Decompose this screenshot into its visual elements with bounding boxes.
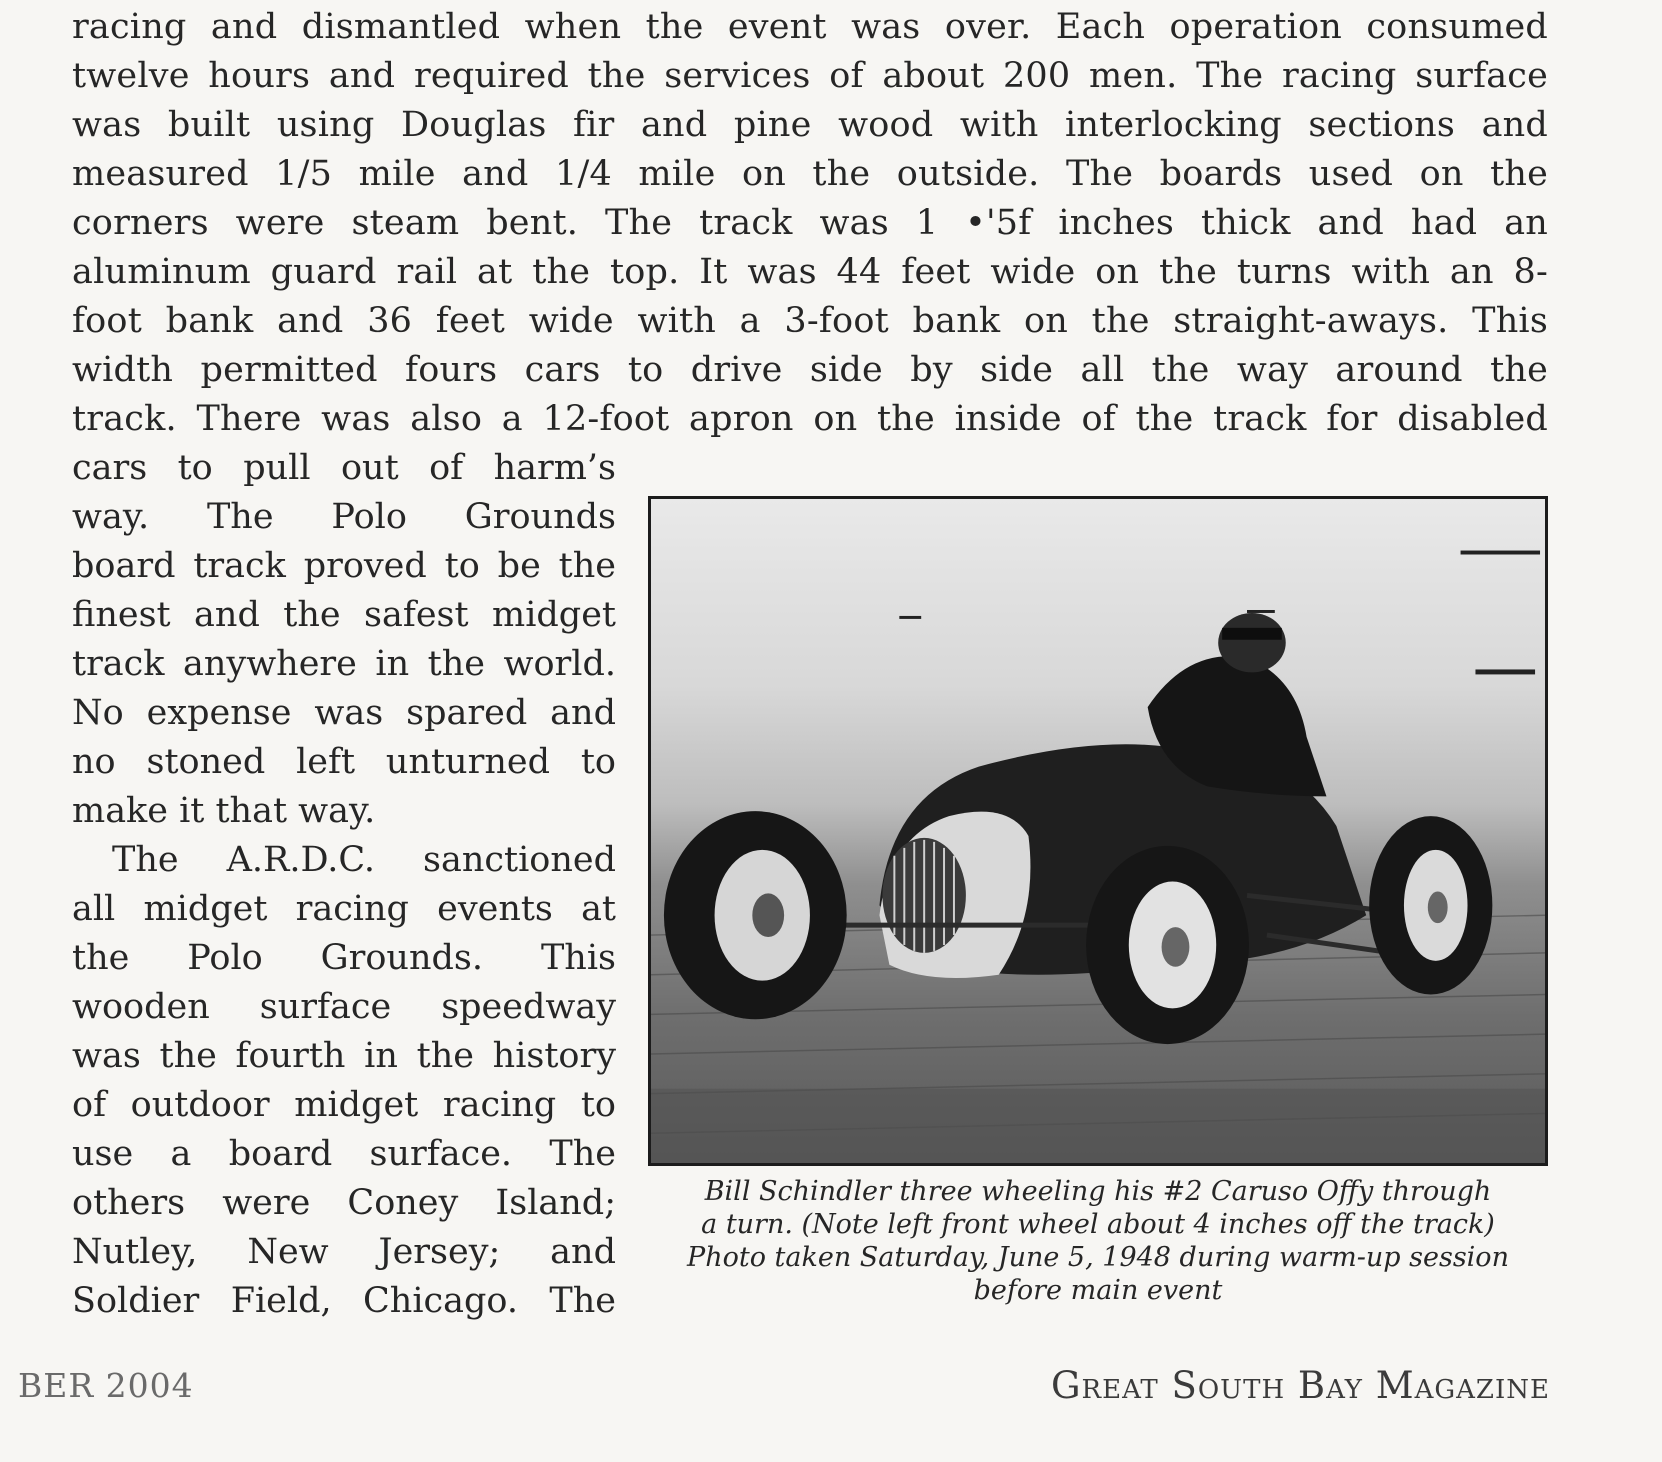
text-line: No expense was spared and <box>72 693 616 733</box>
caption-line: before main event <box>973 1275 1223 1306</box>
text-line: racing and dismantled when the event was over. Each operation consumed <box>72 7 1548 47</box>
text-line: measured 1/5 mile and 1/4 mile on the outside. The boards used on the <box>72 154 1548 194</box>
right-front-wheel <box>1086 846 1249 1044</box>
text-line: width permitted fours cars to drive side by side all the way around the <box>72 350 1548 390</box>
text-line: no stoned left unturned to <box>72 742 616 782</box>
text-line: the Polo Grounds. This <box>72 938 616 978</box>
text-line: aluminum guard rail at the top. It was 44 feet wide on the turns with an 8- <box>72 252 1548 292</box>
caption-line: Bill Schindler three wheeling his #2 Caruso Offy through <box>704 1176 1492 1207</box>
text-line: Nutley, New Jersey; and <box>72 1232 616 1272</box>
track-shadow <box>651 1089 1545 1163</box>
magazine-name-folio: Great South Bay Magazine <box>1050 1364 1550 1407</box>
text-line: use a board surface. The <box>72 1134 616 1174</box>
race-car-illustration <box>651 499 1545 1163</box>
text-line: Soldier Field, Chicago. The <box>72 1281 616 1321</box>
text-line: way. The Polo Grounds <box>72 497 616 537</box>
text-line: make it that way. <box>72 791 376 831</box>
text-line: track anywhere in the world. <box>72 644 616 684</box>
right-rear-wheel <box>1369 816 1492 994</box>
text-line: cars to pull out of harm’s <box>72 448 616 488</box>
race-car-photo <box>648 496 1548 1166</box>
text-line: wooden surface speedway <box>72 987 616 1027</box>
text-line: board track proved to be the <box>72 546 616 586</box>
text-line: of outdoor midget racing to <box>72 1085 616 1125</box>
text-line: corners were steam bent. The track was 1 •'5f inches thick and had an <box>72 203 1548 243</box>
caption-line: a turn. (Note left front wheel about 4 inches off the track) <box>701 1209 1495 1240</box>
text-line: The A.R.D.C. sanctioned <box>112 840 616 880</box>
text-line: was the fourth in the history <box>72 1036 616 1076</box>
background-marks <box>899 551 1540 675</box>
text-line: all midget racing events at <box>72 889 616 929</box>
text-line: others were Coney Island; <box>72 1183 616 1223</box>
text-line: finest and the safest midget <box>72 595 616 635</box>
caption-line: Photo taken Saturday, June 5, 1948 during warm-up session <box>687 1242 1509 1273</box>
text-line: was built using Douglas fir and pine wood with interlocking sections and <box>72 105 1548 145</box>
race-car <box>664 613 1492 1044</box>
issue-date-folio: BER 2004 <box>18 1366 194 1405</box>
text-line: twelve hours and required the services of about 200 men. The racing surface <box>72 56 1548 96</box>
left-front-wheel <box>664 811 847 1019</box>
text-line: track. There was also a 12-foot apron on the inside of the track for disabled <box>72 399 1548 439</box>
text-line: foot bank and 36 feet wide with a 3-foot bank on the straight-aways. This <box>72 301 1548 341</box>
grille <box>894 840 954 953</box>
